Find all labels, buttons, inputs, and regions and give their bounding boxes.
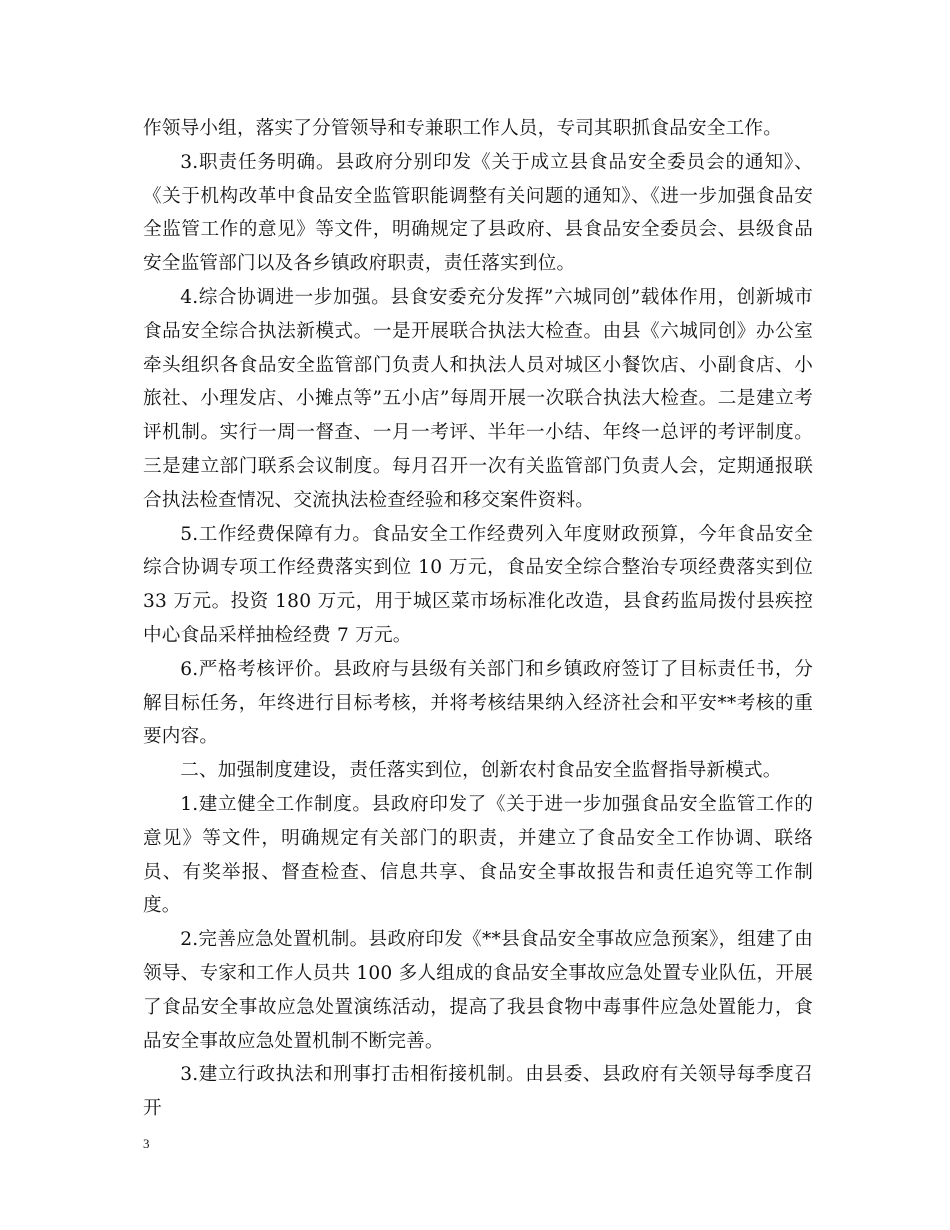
document-body <box>143 112 813 1126</box>
paragraph: 5.工作经费保障有力。食品安全工作经费列入年度财政预算，今年食品安全综合协调专项工作经费落实到位 10 万元，食品安全综合整治专项经费落实到位 33 万元。投资 180 万元，用于城区菜市场标准化改造，县食药监局拨付县疾控中心食品采样抽检经费 7 万元。 <box>143 523 813 646</box>
paragraph: 3.职责任务明确。县政府分别印发《关于成立县食品安全委员会的通知》、《关于机构改革中食品安全监管职能调整有关问题的通知》、《进一步加强食品安全监管工作的意见》等文件，明确规定了县政府、县食品安全委员会、县级食品安全监管部门以及各乡镇政府职责，责任落实到位。 <box>143 151 813 275</box>
paragraph: 2.完善应急处置机制。县政府印发《**县食品安全事故应急预案》，组建了由领导、专家和工作人员共 100 多人组成的食品安全事故应急处置专业队伍，开展了食品安全事故应急处置演练活动，提高了我县食物中毒事件应急处置能力，食品安全事故应急处置机制不断完善。 <box>143 929 813 1052</box>
paragraph: 作领导小组，落实了分管领导和专兼职工作人员，专司其职抓食品安全工作。 <box>143 118 782 139</box>
paragraph: 4.综合协调进一步加强。县食安委充分发挥”六城同创”载体作用，创新城市食品安全综合执法新模式。一是开展联合执法大检查。由县《六城同创》办公室牵头组织各食品安全监管部门负责人和执法人员对城区小餐饮店、小副食店、小旅社、小理发店、小摊点等”五小店”每周开展一次联合执法大检查。二是建立考评机制。实行一周一督查、一月一考评、半年一小结、年终一总评的考评制度。三是建立部门联系会议制度。每月召开一次有关监管部门负责人会，定期通报联合执法检查情况、交流执法检查经验和移交案件资料。 <box>143 286 813 511</box>
page-number: 3 <box>143 1136 150 1151</box>
paragraph: 3.建立行政执法和刑事打击相衔接机制。由县委、县政府有关领导每季度召开 <box>143 1064 813 1120</box>
section-heading: 二、加强制度建设，责任落实到位，创新农村食品安全监督指导新模式。 <box>180 760 782 782</box>
paragraph: 1.建立健全工作制度。县政府印发了《关于进一步加强食品安全监管工作的意见》等文件，明确规定有关部门的职责，并建立了食品安全工作协调、联络员、有奖举报、督查检查、信息共享、食品安全事故报告和责任追究等工作制度。 <box>143 793 813 917</box>
paragraph: 6.严格考核评价。县政府与县级有关部门和乡镇政府签订了目标责任书，分解目标任务，年终进行目标考核，并将考核结果纳入经济社会和平安**考核的重要内容。 <box>143 658 813 748</box>
